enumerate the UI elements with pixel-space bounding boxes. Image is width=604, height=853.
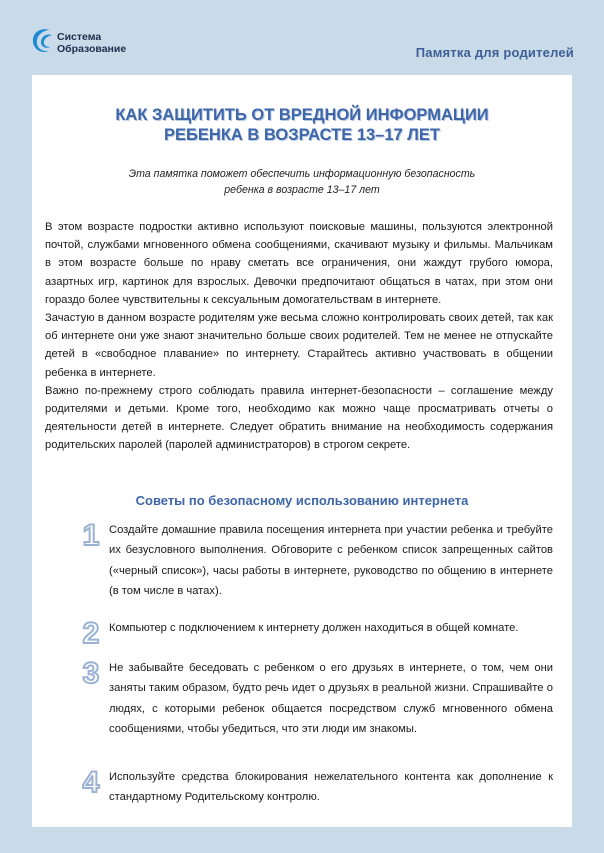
tip-number: 4 xyxy=(82,766,100,799)
paragraph: Зачастую в данном возрасте родителям уже весьма сложно контролировать своих детей, так как об интернете они уже знают значительно больше своих родителей. Тем не менее не отпускайте детей в «свободное плавание» по интернету. Старайтесь активно участвовать в общении ребенка в интернете. xyxy=(45,312,553,379)
logo-line2: Образование xyxy=(57,43,127,55)
logo-swirl-icon xyxy=(30,26,56,56)
subtitle xyxy=(32,166,572,198)
tip-number: 1 xyxy=(82,519,100,552)
subtitle-line-2: ребенка в возрасте 13–17 лет xyxy=(224,184,380,196)
page-title xyxy=(32,105,572,145)
paragraph: В этом возрасте подростки активно используют поисковые машины, пользуются электронной почтой, службами мгновенного обмена сообщениями, скачивают музыку и фильмы. Мальчикам в этом возрасте больше по нраву сметать все ограничения, они жаждут грубого юмора, азартных игр, картинок для взрослых. Девочки предпочитают общаться в чатах, при этом они гораздо более чувствительны к сексуальным домогательствам в интернете. xyxy=(45,221,553,306)
document-sheet xyxy=(32,75,572,827)
tip-number: 3 xyxy=(82,657,100,690)
document-type-label: Памятка для родителей xyxy=(415,45,574,60)
tip-text: Компьютер с подключением к интернету должен находиться в общей комнате. xyxy=(109,622,519,634)
paragraph: Важно по-прежнему строго соблюдать правила интернет-безопасности – соглашение между родителями и детьми. Кроме того, необходимо как можно чаще просматривать отчеты о деятельности детей в интернете. Следует обратить внимание на необходимость содержания родительских паролей (паролей администраторов) в строгом секрете. xyxy=(45,384,553,452)
logo-line1: Система xyxy=(57,31,102,43)
tip-text: Создайте домашние правила посещения интернета при участии ребенка и требуйте их безусловного выполнения. Обговорите с ребенком список запрещенных сайтов («черный список»), часы работы в интернете, руководство по общению в интернете (в том числе в чатах). xyxy=(109,524,553,597)
tip-number: 2 xyxy=(82,617,100,650)
title-line-2: РЕБЕНКА В ВОЗРАСТЕ 13–17 ЛЕТ xyxy=(164,126,440,144)
intro-text xyxy=(45,218,553,455)
subtitle-line-1: Эта памятка поможет обеспечить информационную безопасность xyxy=(128,168,476,180)
tip-text: Используйте средства блокирования нежелательного контента как дополнение к стандартному Родительскому контролю. xyxy=(109,771,553,804)
tip-text: Не забывайте беседовать с ребенком о его друзьях в интернете, о том, чем они заняты таким образом, будто речь идет о друзьях в реальной жизни. Спрашивайте о людях, с которыми ребенок общается посредством служб мгновенного обмена сообщениями, чтобы убедиться, что эти люди им знакомы. xyxy=(109,662,553,735)
title-line-1: КАК ЗАЩИТИТЬ ОТ ВРЕДНОЙ ИНФОРМАЦИИ xyxy=(115,106,489,124)
tips-heading: Советы по безопасному использованию интернета xyxy=(135,493,469,508)
logo xyxy=(30,26,160,66)
